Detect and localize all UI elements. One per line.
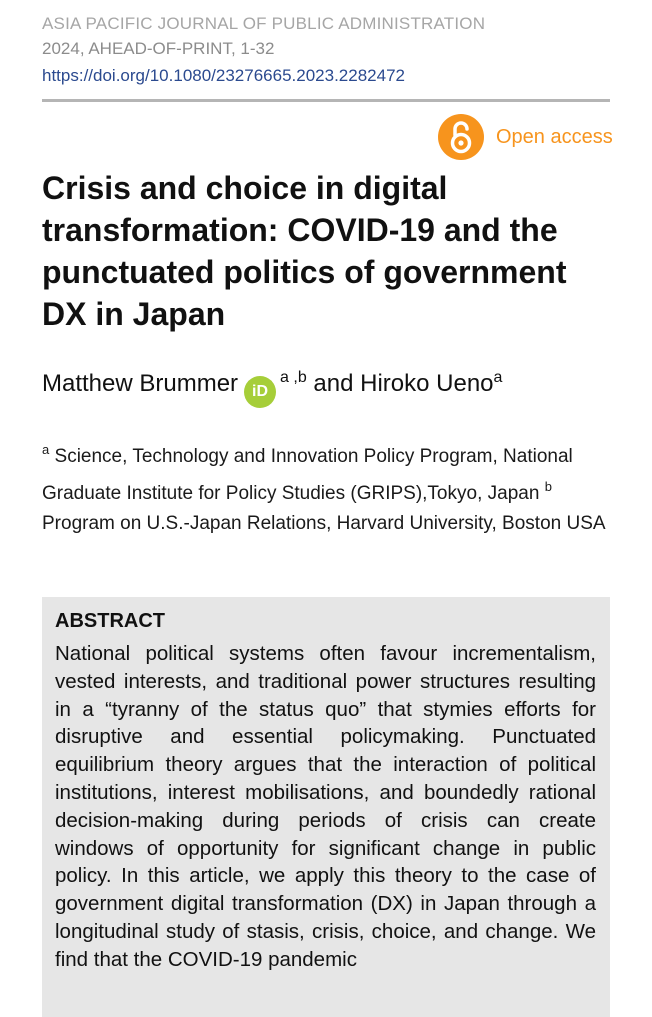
header-divider <box>42 99 610 102</box>
author-name[interactable]: Hiroko Ueno <box>360 370 494 397</box>
affiliation-text: Program on U.S.-Japan Relations, Harvard University, Boston USA <box>42 513 606 534</box>
open-access-label: Open access <box>496 125 613 148</box>
author-connector: and <box>313 370 354 397</box>
abstract-text: National political systems often favour incrementalism, vested interests, and traditional power structures resulting in a “tyranny of the status quo” that stymies efforts for disruptive and essential policymaking. Punctuated equilibrium theory argues that the interaction of political institutions, interest mobilisations, and boundedly rational decision-making during periods of crisis can create windows of opportunity for significant change in public policy. In this article, we apply this theory to the case of government digital transformation (DX) in Japan through a longitudinal study of stasis, crisis, choice, and change. We find that the COVID-19 pandemic <box>55 642 596 971</box>
journal-header <box>42 12 610 90</box>
abstract-heading: ABSTRACT <box>55 610 165 632</box>
affiliations <box>42 435 612 539</box>
abstract-box <box>42 597 610 1017</box>
article-title: Crisis and choice in digital transformation: COVID-19 and the punctuated politics of government DX in Japan <box>42 170 567 332</box>
open-access-badge[interactable] <box>438 114 613 160</box>
author-line <box>42 369 622 408</box>
doi-link[interactable]: https://doi.org/10.1080/23276665.2023.2282472 <box>42 66 405 85</box>
journal-issue: 2024, AHEAD-OF-PRINT, 1-32 <box>42 39 275 58</box>
affiliation-text: Science, Technology and Innovation Policy Program, National Graduate Institute for Policy Studies (GRIPS),Tokyo, Japan <box>42 446 573 504</box>
orcid-icon[interactable]: iD <box>244 376 276 408</box>
affiliation-mark: b <box>544 479 552 494</box>
journal-name: ASIA PACIFIC JOURNAL OF PUBLIC ADMINISTRATION <box>42 14 486 33</box>
open-lock-icon <box>438 114 484 160</box>
affiliation-mark: a <box>42 442 50 457</box>
author-affiliation-marks: a ,b <box>280 369 307 386</box>
author-affiliation-marks: a <box>493 369 503 386</box>
author-name[interactable]: Matthew Brummer <box>42 370 239 397</box>
